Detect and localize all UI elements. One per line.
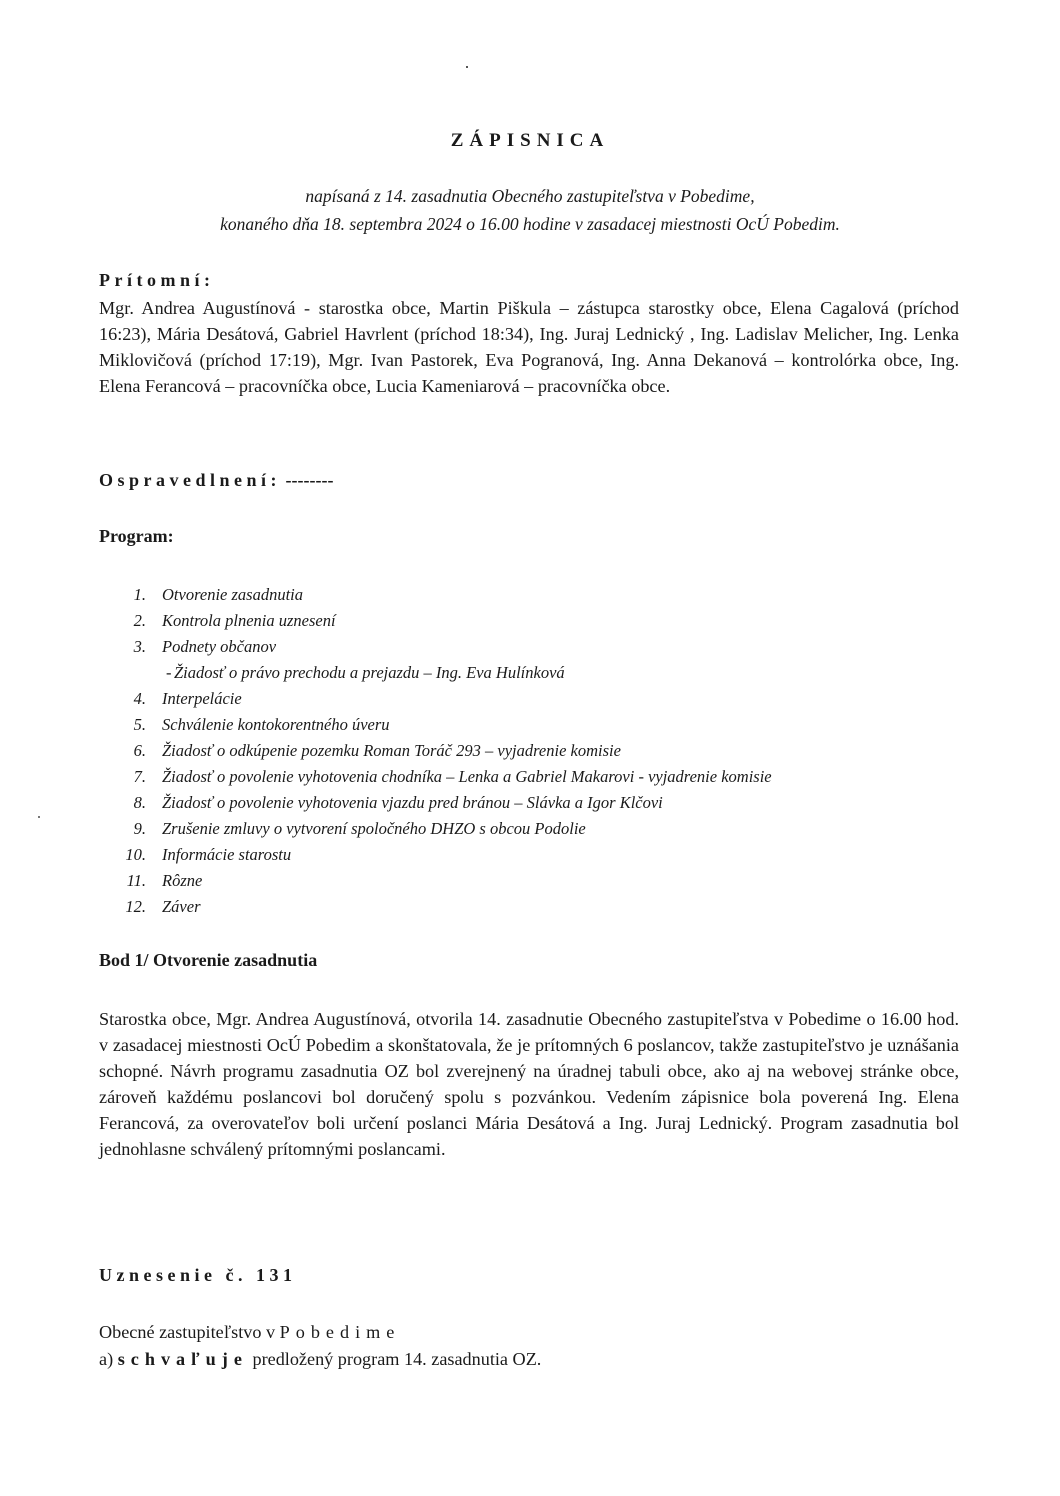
excused-value: -------- <box>281 470 334 490</box>
program-item-number: 12. <box>125 897 146 916</box>
excused-heading: Ospravedlnení: <box>99 470 282 490</box>
program-item-text: Rôzne <box>162 871 203 890</box>
program-item <box>112 582 972 608</box>
document-subtitle-line1: napísaná z 14. zasadnutia Obecného zastupiteľstva v Pobedime, <box>305 186 755 206</box>
resolution-item-a <box>99 1349 541 1370</box>
resolution-body-prefix: Obecné zastupiteľstvo v <box>99 1322 280 1342</box>
program-item-text: Kontrola plnenia uznesení <box>162 611 336 630</box>
program-item-text: Schválenie kontokorentného úveru <box>162 715 390 734</box>
resolution-body <box>99 1322 400 1343</box>
program-item-number: 4. <box>133 689 146 708</box>
scan-speck <box>466 66 468 68</box>
program-item <box>112 738 972 764</box>
resolution-body-place: Pobedime <box>279 1322 401 1342</box>
program-item-text: Podnety občanov <box>162 637 277 656</box>
program-item-text: Žiadosť o povolenie vyhotovenia chodníka – Lenka a Gabriel Makarovi - vyjadrenie komisie <box>162 767 772 786</box>
resolution-heading <box>99 1265 296 1286</box>
program-item <box>112 686 972 712</box>
resolution-a-text: predložený program 14. zasadnutia OZ. <box>247 1349 542 1369</box>
program-item-text: Zrušenie zmluvy o vytvorení spoločného DHZO s obcou Podolie <box>162 819 586 838</box>
resolution-a-prefix: a) <box>99 1349 118 1369</box>
program-item <box>112 634 972 660</box>
program-item-number: 6. <box>133 741 146 760</box>
program-item-number: 8. <box>133 793 146 812</box>
program-heading: Program: <box>99 526 174 546</box>
program-item <box>112 660 972 686</box>
program-item <box>112 790 972 816</box>
program-item-number: 5. <box>133 715 146 734</box>
document-subtitle-line2: konaného dňa 18. septembra 2024 o 16.00 hodine v zasadacej miestnosti OcÚ Pobedim. <box>220 214 840 234</box>
program-item-number: - <box>166 663 172 682</box>
program-item <box>112 608 972 634</box>
present-list: Mgr. Andrea Augustínová - starostka obce, Martin Piškula – zástupca starostky obce, Elena Cagalová (príchod 16:23), Mária Desátová, Gabriel Havrlent (príchod 18:34), Ing. Juraj Lednický , Ing. Ladislav Melicher, Ing. Lenka Miklovičová (príchod 17:19), Mgr. Ivan Pastorek, Eva Pogranová, Ing. Anna Dekanová – kontrolórka obce, Ing. Elena Ferancová – pracovníčka obce, Lucia Kameniarová – pracovníčka obce. <box>99 298 959 396</box>
program-item-text: Záver <box>162 897 201 916</box>
program-item-number: 11. <box>126 871 146 890</box>
document-title: ZÁPISNICA <box>450 130 610 151</box>
program-item <box>112 868 972 894</box>
program-item-text: Žiadosť o právo prechodu a prejazdu – Ing. Eva Hulínková <box>174 663 565 682</box>
bod1-heading: Bod 1/ Otvorenie zasadnutia <box>99 950 318 970</box>
program-item-text: Interpelácie <box>162 689 242 708</box>
program-item-number: 10. <box>125 845 146 864</box>
program-list <box>112 582 972 920</box>
resolution-a-verb: schvaľuje <box>117 1349 248 1369</box>
excused-line <box>99 470 333 491</box>
present-heading: Prítomní: <box>99 270 215 290</box>
program-item <box>112 842 972 868</box>
bod1-text: Starostka obce, Mgr. Andrea Augustínová, otvorila 14. zasadnutie Obecného zastupiteľstva v Pobedime o 16.00 hod. v zasadacej miestnosti OcÚ Pobedim a skonštatovala, že je prítomných 6 poslancov, takže zastupiteľstvo je uznášania schopné. Návrh programu zasadnutia OZ bol zverejnený na úradnej tabuli obce, ako aj na webovej stránke obce, zároveň každému poslancovi bol doručený spolu s pozvánkou. Vedením zápisnice bola poverená Ing. Elena Ferancová, za overovateľov boli určení poslanci Mária Desátová a Ing. Juraj Lednický. Program zasadnutia bol jednohlasne schválený prítomnými poslancami. <box>99 1009 959 1159</box>
program-item-text: Informácie starostu <box>162 845 292 864</box>
resolution-heading-text: Uznesenie č. 131 <box>99 1265 297 1285</box>
program-item <box>112 816 972 842</box>
program-item-text: Žiadosť o odkúpenie pozemku Roman Toráč 293 – vyjadrenie komisie <box>162 741 621 760</box>
program-item-number: 1. <box>133 585 146 604</box>
program-item <box>112 894 972 920</box>
program-item-number: 7. <box>133 767 146 786</box>
program-item-text: Otvorenie zasadnutia <box>162 585 303 604</box>
program-item-number: 2. <box>133 611 146 630</box>
program-item-text: Žiadosť o povolenie vyhotovenia vjazdu pred bránou – Slávka a Igor Klčovi <box>162 793 663 812</box>
program-item <box>112 712 972 738</box>
program-item <box>112 764 972 790</box>
scan-speck <box>38 816 40 818</box>
program-item-number: 9. <box>133 819 146 838</box>
program-item-number: 3. <box>133 637 146 656</box>
